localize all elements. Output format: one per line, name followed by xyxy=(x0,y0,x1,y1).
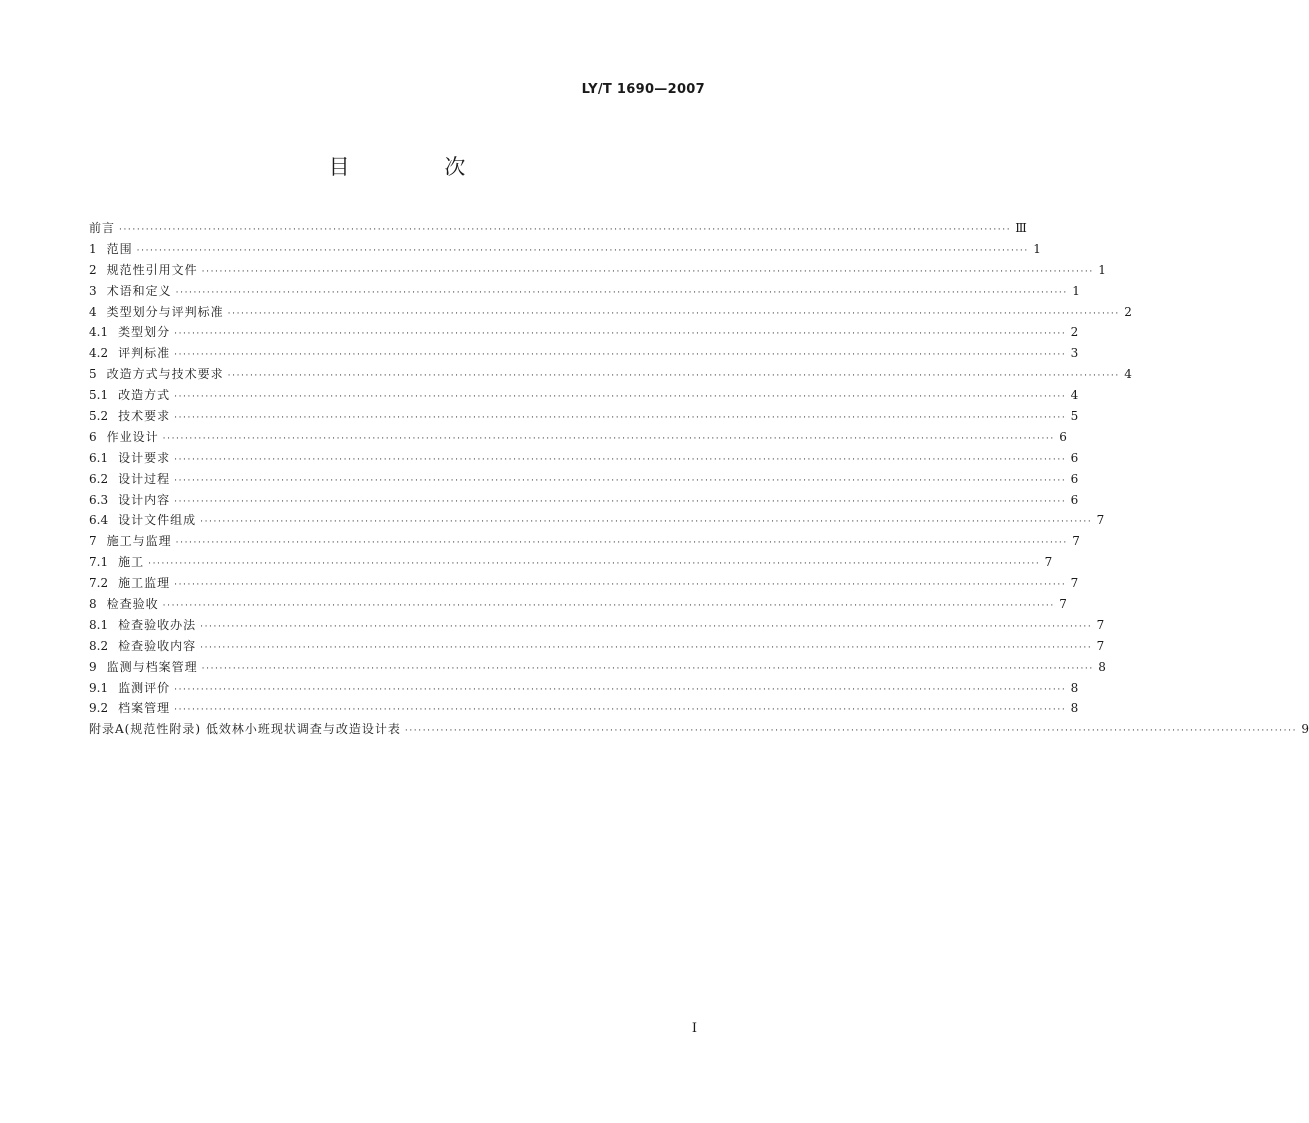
toc-entry-label: 附录A(规范性附录) 低效林小班现状调查与改造设计表 xyxy=(89,722,401,737)
toc-entry[interactable] xyxy=(89,385,1079,406)
toc-entry-page: 9 xyxy=(1301,722,1309,737)
toc-entry-page: 7 xyxy=(1059,597,1067,612)
toc-entry-page: 7 xyxy=(1096,638,1105,653)
toc-entry-number: 6.1 xyxy=(89,450,109,465)
toc-leader-dots: ········································································································································································································ xyxy=(148,559,1041,570)
toc-entry[interactable] xyxy=(89,427,1067,448)
toc-leader-dots: ········································································································································································································ xyxy=(174,496,1067,507)
toc-entry[interactable] xyxy=(89,573,1079,594)
toc-entry[interactable] xyxy=(89,218,1027,239)
toc-leader-dots: ········································································································································································································ xyxy=(174,475,1067,486)
toc-entry-label: 设计内容 xyxy=(118,492,171,507)
toc-entry-page: 3 xyxy=(1070,346,1079,361)
toc-entry-label: 施工与监理 xyxy=(106,534,172,549)
toc-leader-dots: ········································································································································································································ xyxy=(404,726,1298,737)
toc-entry-page: 2 xyxy=(1124,304,1132,319)
toc-entry-page: 7 xyxy=(1096,513,1105,528)
toc-entry-label: 类型划分与评判标准 xyxy=(106,304,224,319)
toc-leader-dots: ········································································································································································································ xyxy=(200,642,1093,653)
toc-entry-number: 8.1 xyxy=(89,617,109,632)
toc-entry-label: 类型划分 xyxy=(118,325,171,340)
toc-entry[interactable] xyxy=(89,260,1106,281)
toc-entry-label: 档案管理 xyxy=(118,701,171,716)
toc-entry-label: 术语和定义 xyxy=(106,283,172,298)
toc-entry-page: 4 xyxy=(1124,367,1132,382)
toc-leader-dots: ········································································································································································································ xyxy=(174,705,1067,716)
toc-entry[interactable] xyxy=(89,678,1079,699)
toc-entry[interactable] xyxy=(89,594,1067,615)
toc-entry-label: 设计文件组成 xyxy=(118,513,197,528)
toc-entry[interactable] xyxy=(89,239,1041,260)
toc-entry-number: 5.1 xyxy=(89,388,109,403)
toc-entry-page: 8 xyxy=(1098,659,1106,674)
page-title: 目 次 xyxy=(328,155,510,179)
toc-entry[interactable] xyxy=(89,615,1105,636)
toc-leader-dots: ········································································································································································································ xyxy=(200,621,1093,632)
toc-leader-dots: ········································································································································································································ xyxy=(174,454,1067,465)
toc-entry[interactable] xyxy=(89,531,1080,552)
toc-entry-label: 规范性引用文件 xyxy=(106,262,198,277)
toc-leader-dots: ········································································································································································································ xyxy=(162,433,1055,444)
toc-entry[interactable] xyxy=(89,552,1053,573)
toc-entry[interactable] xyxy=(89,469,1079,490)
toc-entry-page: 1 xyxy=(1098,262,1106,277)
toc-entry-page: 1 xyxy=(1072,283,1080,298)
toc-entry-page: 8 xyxy=(1070,701,1079,716)
toc-entry[interactable] xyxy=(89,406,1079,427)
toc-leader-dots: ········································································································································································································ xyxy=(201,266,1094,277)
toc-leader-dots: ········································································································································································································ xyxy=(174,413,1067,424)
toc-entry-number: 8.2 xyxy=(89,638,109,653)
toc-entry-label: 改造方式 xyxy=(118,388,171,403)
toc-entry-number: 4.1 xyxy=(89,325,109,340)
toc-entry-number: 4 xyxy=(89,304,97,319)
toc-entry-label: 技术要求 xyxy=(118,409,171,424)
toc-entry[interactable] xyxy=(89,302,1132,323)
toc-entry-number: 8 xyxy=(89,597,97,612)
toc-entry-label: 监测与档案管理 xyxy=(106,659,198,674)
toc-entry-number: 7 xyxy=(89,534,97,549)
toc-leader-dots: ········································································································································································································ xyxy=(227,371,1120,382)
toc-entry-number: 5 xyxy=(89,367,97,382)
toc-entry[interactable] xyxy=(89,698,1079,719)
toc-entry-label: 评判标准 xyxy=(118,346,171,361)
toc-entry-label: 范围 xyxy=(106,241,133,256)
toc-entry-number: 3 xyxy=(89,283,97,298)
toc-entry-label: 检查验收 xyxy=(106,597,159,612)
toc-entry-label: 施工 xyxy=(118,555,145,570)
toc-leader-dots: ········································································································································································································ xyxy=(162,601,1055,612)
toc-leader-dots: ········································································································································································································ xyxy=(136,245,1029,256)
toc-leader-dots: ········································································································································································································ xyxy=(175,287,1068,298)
toc-entry-page: 2 xyxy=(1070,325,1079,340)
toc-entry-number: 9.1 xyxy=(89,680,109,695)
toc-entry[interactable] xyxy=(89,636,1105,657)
toc-entry-page: 7 xyxy=(1096,617,1105,632)
page-number: I xyxy=(691,1021,697,1036)
toc-entry-number: 7.2 xyxy=(89,576,109,591)
toc-entry-label: 设计过程 xyxy=(118,471,171,486)
toc-leader-dots: ········································································································································································································ xyxy=(175,538,1068,549)
toc-entry-label: 设计要求 xyxy=(118,450,171,465)
toc-entry-label: 监测评价 xyxy=(118,680,171,695)
toc-leader-dots: ········································································································································································································ xyxy=(174,329,1067,340)
toc-entry-number: 1 xyxy=(89,241,97,256)
toc-entry[interactable] xyxy=(89,364,1132,385)
toc-leader-dots: ········································································································································································································ xyxy=(119,225,1012,235)
toc-entry-number: 5.2 xyxy=(89,409,109,424)
toc-entry[interactable] xyxy=(89,490,1079,511)
toc-entry[interactable] xyxy=(89,719,1309,740)
toc-entry-page: 7 xyxy=(1072,534,1080,549)
toc-entry-page: 6 xyxy=(1070,450,1079,465)
standard-number: LY/T 1690—2007 xyxy=(581,82,705,97)
toc-entry-page: 5 xyxy=(1070,409,1079,424)
toc-entry-page: 6 xyxy=(1070,471,1079,486)
toc-entry-page: Ⅲ xyxy=(1015,221,1027,235)
toc-entry[interactable] xyxy=(89,343,1079,364)
toc-leader-dots: ········································································································································································································ xyxy=(174,684,1067,695)
toc-entry-label: 前言 xyxy=(89,221,116,235)
toc-entry[interactable] xyxy=(89,322,1079,343)
toc-entry-page: 6 xyxy=(1070,492,1079,507)
toc-entry-number: 6.3 xyxy=(89,492,109,507)
toc-entry-page: 7 xyxy=(1070,576,1079,591)
toc-entry-number: 6.2 xyxy=(89,471,109,486)
toc-entry-number: 9.2 xyxy=(89,701,109,716)
toc-entry-label: 施工监理 xyxy=(118,576,171,591)
toc-entry-number: 9 xyxy=(89,659,97,674)
toc-entry[interactable] xyxy=(89,448,1079,469)
toc-entry-number: 6.4 xyxy=(89,513,109,528)
toc-leader-dots: ········································································································································································································ xyxy=(174,350,1067,361)
toc-leader-dots: ········································································································································································································ xyxy=(174,392,1067,403)
toc-entry-number: 7.1 xyxy=(89,555,109,570)
toc-entry-label: 检查验收办法 xyxy=(118,617,197,632)
toc-entry-number: 4.2 xyxy=(89,346,109,361)
toc-entry-page: 7 xyxy=(1044,555,1053,570)
toc-entry-page: 1 xyxy=(1033,241,1041,256)
toc-entry-page: 4 xyxy=(1070,388,1079,403)
toc-entry-label: 作业设计 xyxy=(106,429,159,444)
toc-entry[interactable] xyxy=(89,281,1080,302)
toc-leader-dots: ········································································································································································································ xyxy=(201,663,1094,674)
toc-entry-page: 8 xyxy=(1070,680,1079,695)
toc-entry[interactable] xyxy=(89,657,1106,678)
toc-entry-number: 6 xyxy=(89,429,97,444)
toc-entry-number: 2 xyxy=(89,262,97,277)
toc-entry-label: 改造方式与技术要求 xyxy=(106,367,224,382)
toc-entry-label: 检查验收内容 xyxy=(118,638,197,653)
toc-leader-dots: ········································································································································································································ xyxy=(174,580,1067,591)
toc-leader-dots: ········································································································································································································ xyxy=(200,517,1093,528)
toc-entry-page: 6 xyxy=(1059,429,1067,444)
table-of-contents xyxy=(89,218,1309,740)
toc-entry[interactable] xyxy=(89,510,1105,531)
toc-leader-dots: ········································································································································································································ xyxy=(227,308,1120,319)
